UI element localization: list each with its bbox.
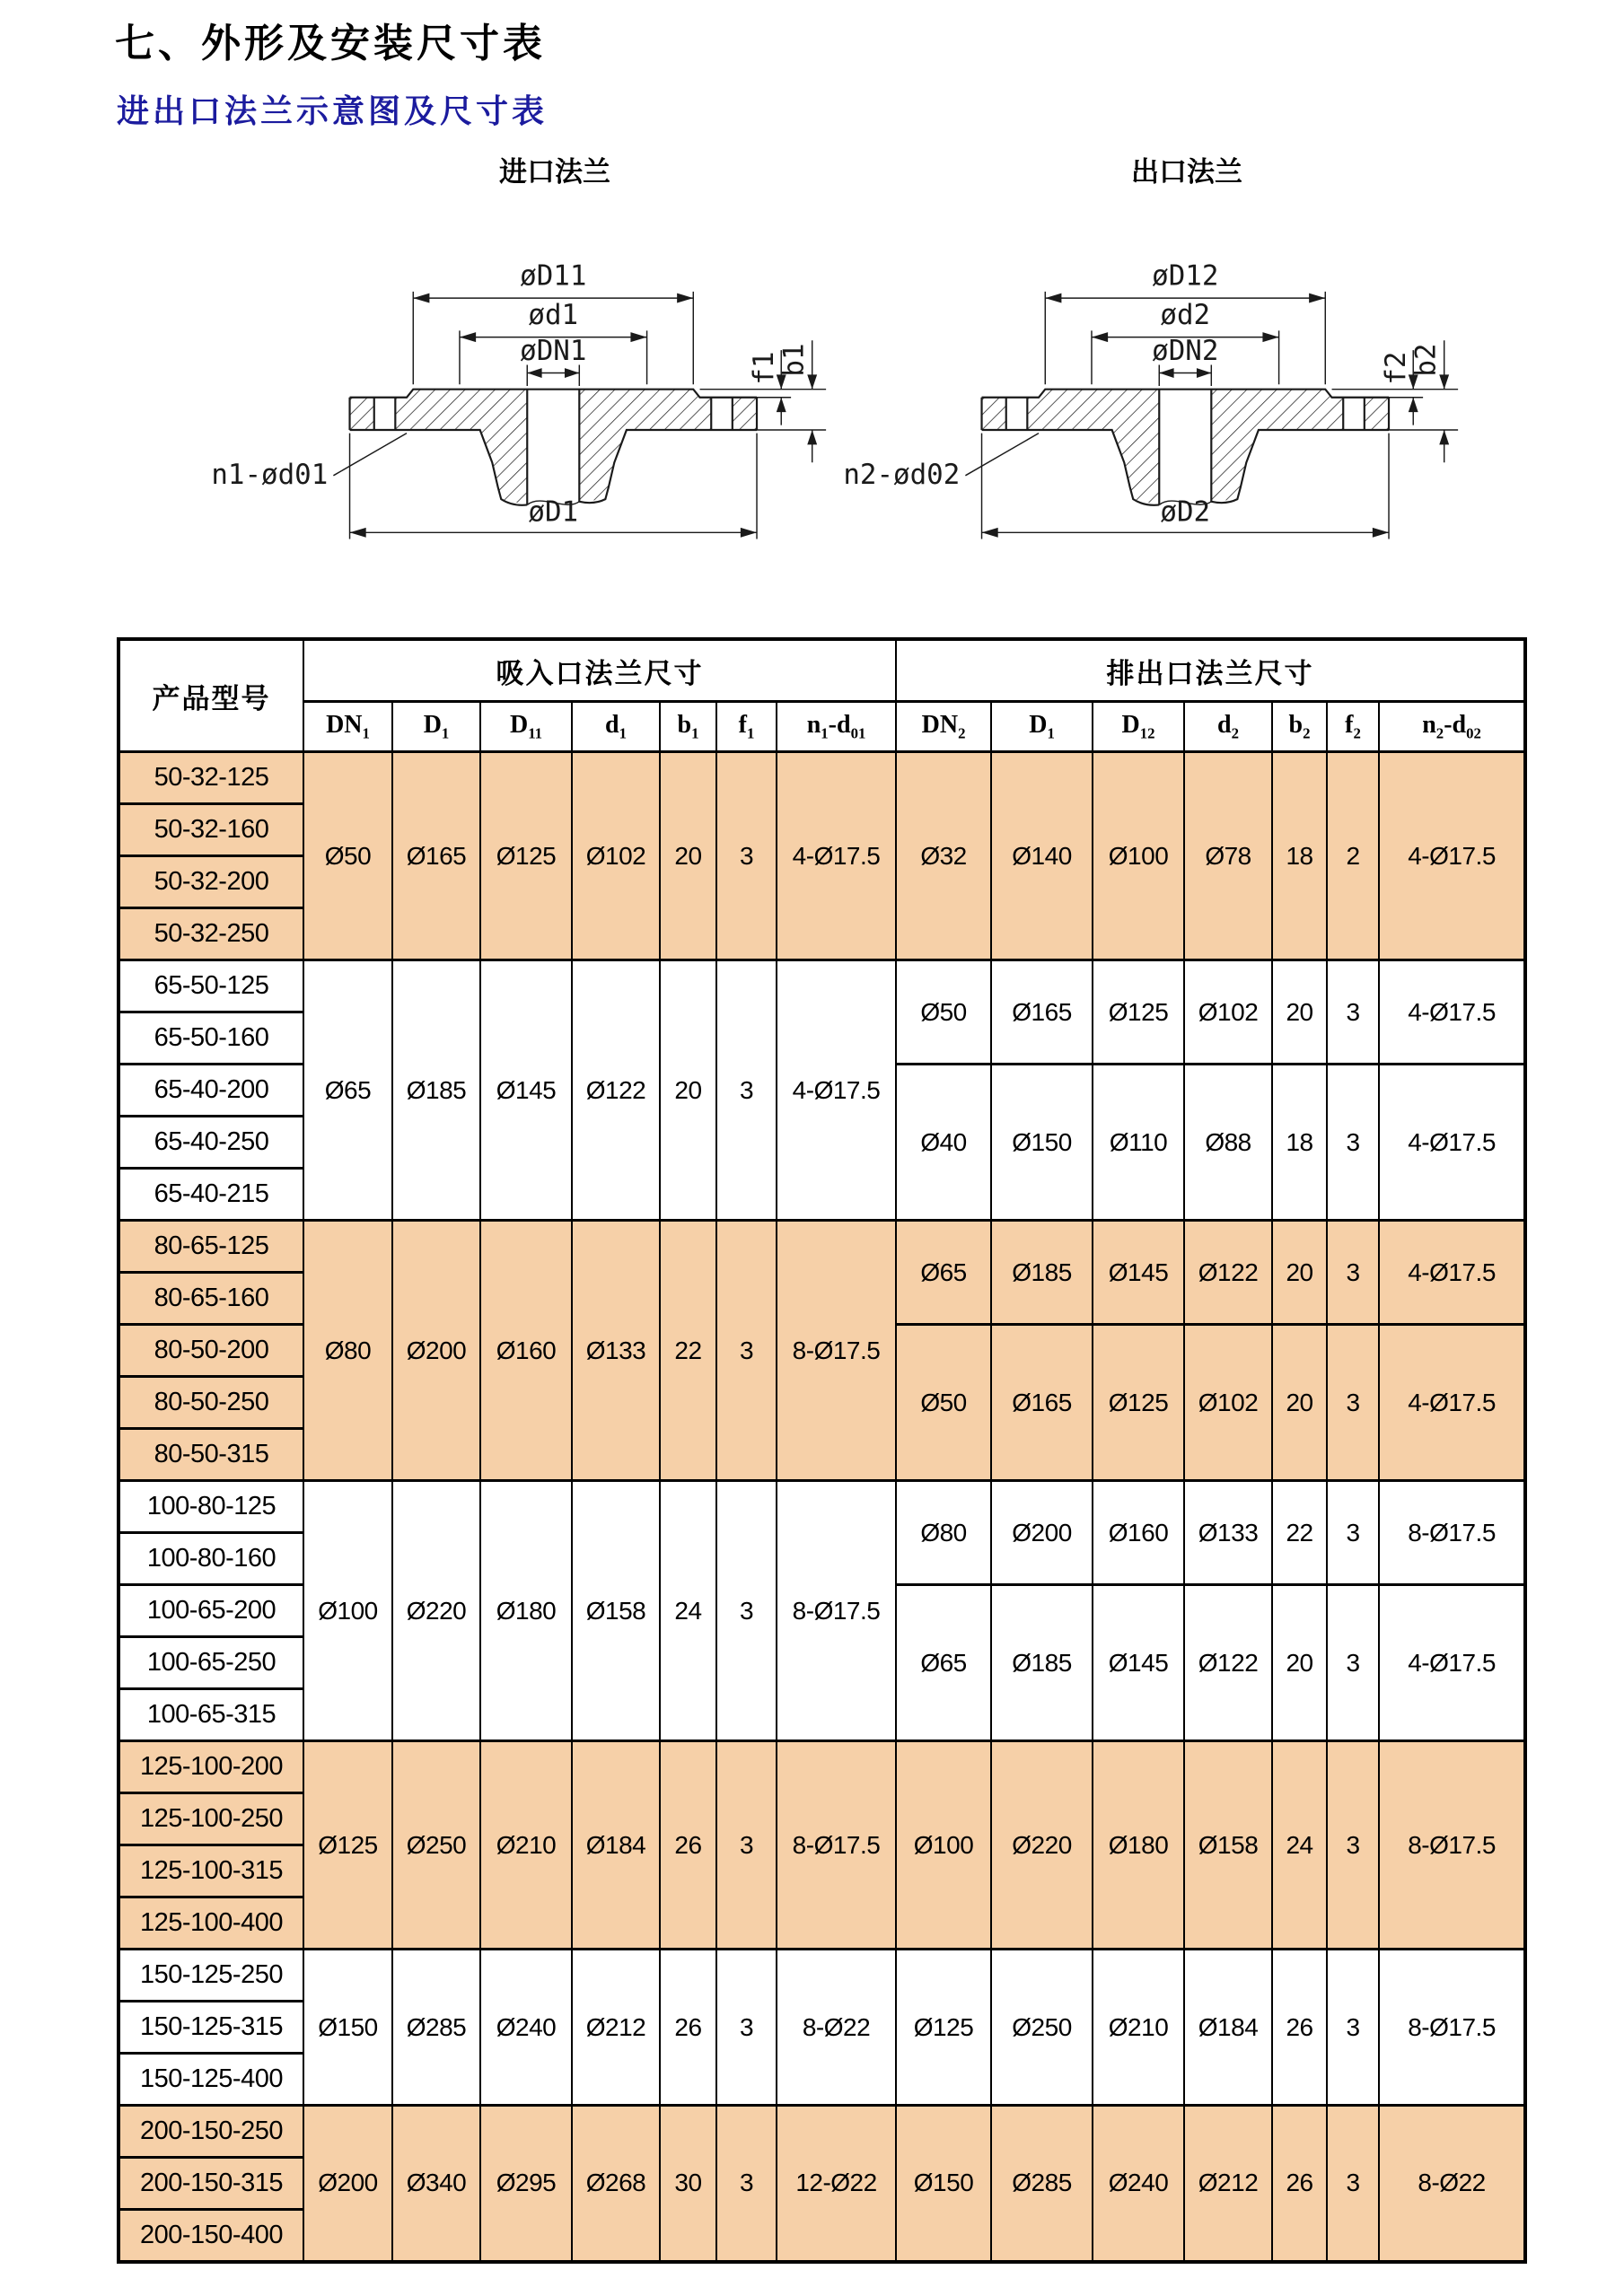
suction-value-g3-c1: Ø220: [392, 1481, 480, 1741]
product-model: 65-50-125: [119, 960, 303, 1012]
discharge-value-g2-s0-c6: 4-Ø17.5: [1379, 1221, 1525, 1325]
page-title: 七、外形及安装尺寸表: [115, 22, 546, 66]
suction-value-g4-c3: Ø184: [572, 1741, 660, 1950]
inlet-body-left-section: [395, 390, 527, 505]
discharge-value-g1-s0-c2: Ø125: [1093, 960, 1184, 1065]
suction-value-g2-c4: 22: [660, 1221, 716, 1481]
product-model: 125-100-315: [119, 1845, 303, 1897]
discharge-value-g3-s1-c2: Ø145: [1093, 1585, 1184, 1741]
discharge-value-g2-s1-c5: 3: [1327, 1325, 1379, 1481]
discharge-value-g4-s0-c4: 24: [1272, 1741, 1327, 1950]
page-subtitle: 进出口法兰示意图及尺寸表: [117, 92, 549, 129]
suction-flange-header: 吸入口法兰尺寸: [303, 639, 896, 702]
suction-value-g2-c2: Ø160: [480, 1221, 572, 1481]
product-model: 125-100-200: [119, 1741, 303, 1793]
product-model-header: 产品型号: [119, 639, 303, 752]
suction-value-g6-c4: 30: [660, 2106, 716, 2262]
col-symbol-header-8: $D_1$: [991, 702, 1093, 752]
col-symbol-header-7: $DN_2$: [896, 702, 991, 752]
product-model: 150-125-400: [119, 2054, 303, 2106]
discharge-value-g2-s1-c1: Ø165: [991, 1325, 1093, 1481]
suction-value-g5-c2: Ø240: [480, 1950, 572, 2106]
suction-value-g2-c3: Ø133: [572, 1221, 660, 1481]
outlet-body-left-section: [1027, 390, 1159, 505]
outlet-dim-dn2-label: øDN2: [1152, 335, 1219, 368]
discharge-value-g6-s0-c4: 26: [1272, 2106, 1327, 2262]
inlet-bolt-holes-leader: [333, 434, 407, 476]
suction-value-g1-c4: 20: [660, 960, 716, 1221]
outlet-rim-right-section: [1365, 398, 1389, 430]
col-symbol-header-9: $D_{12}$: [1093, 702, 1184, 752]
discharge-value-g1-s1-c5: 3: [1327, 1065, 1379, 1221]
suction-value-g4-c0: Ø125: [303, 1741, 392, 1950]
col-symbol-header-12: $f_2$: [1327, 702, 1379, 752]
product-model: 65-40-200: [119, 1065, 303, 1117]
discharge-value-g5-s0-c4: 26: [1272, 1950, 1327, 2106]
discharge-value-g4-s0-c6: 8-Ø17.5: [1379, 1741, 1525, 1950]
outlet-rim-left-section: [982, 398, 1006, 430]
suction-value-g0-c0: Ø50: [303, 752, 392, 960]
suction-value-g3-c4: 24: [660, 1481, 716, 1741]
suction-value-g5-c4: 26: [660, 1950, 716, 2106]
suction-value-g5-c5: 3: [716, 1950, 777, 2106]
product-model: 100-80-125: [119, 1481, 303, 1533]
col-symbol-header-13: $n_2-d_{02}$: [1379, 702, 1525, 752]
suction-value-g0-c4: 20: [660, 752, 716, 960]
suction-value-g1-c2: Ø145: [480, 960, 572, 1221]
product-model: 100-65-200: [119, 1585, 303, 1637]
suction-value-g4-c2: Ø210: [480, 1741, 572, 1950]
suction-value-g1-c1: Ø185: [392, 960, 480, 1221]
discharge-value-g6-s0-c0: Ø150: [896, 2106, 991, 2262]
discharge-value-g2-s0-c4: 20: [1272, 1221, 1327, 1325]
inlet-flange-drawing: [211, 151, 830, 544]
discharge-value-g0-s0-c1: Ø140: [991, 752, 1093, 960]
discharge-value-g4-s0-c2: Ø180: [1093, 1741, 1184, 1950]
discharge-flange-header: 排出口法兰尺寸: [896, 639, 1525, 702]
product-model: 150-125-315: [119, 2002, 303, 2054]
inlet-flange-diagram: [211, 194, 830, 544]
outlet-bolt-holes-leader: [965, 434, 1039, 476]
outlet-dim-b2-label: b2: [1409, 343, 1443, 377]
suction-value-g2-c1: Ø200: [392, 1221, 480, 1481]
inlet-dim-d1-label: ød1: [528, 299, 579, 332]
discharge-value-g0-s0-c0: Ø32: [896, 752, 991, 960]
product-model: 80-65-160: [119, 1273, 303, 1325]
product-model: 100-80-160: [119, 1533, 303, 1585]
col-symbol-header-4: $b_1$: [660, 702, 716, 752]
outlet-flange-diagram: [843, 194, 1462, 544]
suction-value-g2-c0: Ø80: [303, 1221, 392, 1481]
discharge-value-g5-s0-c0: Ø125: [896, 1950, 991, 2106]
discharge-value-g6-s0-c1: Ø285: [991, 2106, 1093, 2262]
product-model: 50-32-250: [119, 908, 303, 960]
col-symbol-header-1: $D_1$: [392, 702, 480, 752]
product-model: 150-125-250: [119, 1950, 303, 2002]
product-model: 65-40-250: [119, 1117, 303, 1169]
product-model: 50-32-125: [119, 752, 303, 804]
discharge-value-g2-s0-c5: 3: [1327, 1221, 1379, 1325]
suction-value-g2-c6: 8-Ø17.5: [777, 1221, 896, 1481]
product-model: 125-100-400: [119, 1897, 303, 1950]
inlet-bolt-holes-label: n1-ød01: [211, 458, 329, 491]
discharge-value-g5-s0-c6: 8-Ø17.5: [1379, 1950, 1525, 2106]
discharge-value-g2-s0-c2: Ø145: [1093, 1221, 1184, 1325]
discharge-value-g1-s0-c3: Ø102: [1184, 960, 1272, 1065]
outlet-flange-drawing: [843, 151, 1462, 544]
suction-value-g0-c1: Ø165: [392, 752, 480, 960]
suction-value-g5-c3: Ø212: [572, 1950, 660, 2106]
flange-dimension-table: [117, 637, 1527, 2264]
outlet-body-right-section: [1211, 390, 1343, 502]
discharge-value-g3-s0-c3: Ø133: [1184, 1481, 1272, 1585]
discharge-value-g3-s0-c6: 8-Ø17.5: [1379, 1481, 1525, 1585]
suction-value-g1-c3: Ø122: [572, 960, 660, 1221]
discharge-value-g3-s1-c5: 3: [1327, 1585, 1379, 1741]
discharge-value-g6-s0-c6: 8-Ø22: [1379, 2106, 1525, 2262]
suction-value-g1-c5: 3: [716, 960, 777, 1221]
outlet-dim-flange-dia-label: øD2: [1160, 495, 1211, 529]
product-model: 80-50-250: [119, 1377, 303, 1429]
discharge-value-g1-s0-c4: 20: [1272, 960, 1327, 1065]
inlet-dim-flange-dia-label: øD1: [528, 495, 579, 529]
discharge-value-g1-s0-c1: Ø165: [991, 960, 1093, 1065]
outlet-dim-d12-label: øD12: [1152, 259, 1219, 293]
inlet-dim-dn1-label: øDN1: [520, 335, 587, 368]
discharge-value-g4-s0-c5: 3: [1327, 1741, 1379, 1950]
discharge-value-g0-s0-c5: 2: [1327, 752, 1379, 960]
outlet-bolt-holes-label: n2-ød02: [843, 458, 961, 491]
discharge-value-g2-s1-c6: 4-Ø17.5: [1379, 1325, 1525, 1481]
col-symbol-header-2: $D_{11}$: [480, 702, 572, 752]
suction-value-g3-c0: Ø100: [303, 1481, 392, 1741]
suction-value-g1-c0: Ø65: [303, 960, 392, 1221]
suction-value-g0-c3: Ø102: [572, 752, 660, 960]
suction-value-g5-c1: Ø285: [392, 1950, 480, 2106]
suction-value-g6-c2: Ø295: [480, 2106, 572, 2262]
outlet-dim-f2-label: f2: [1380, 351, 1413, 385]
suction-value-g3-c5: 3: [716, 1481, 777, 1741]
discharge-value-g3-s0-c1: Ø200: [991, 1481, 1093, 1585]
suction-value-g6-c5: 3: [716, 2106, 777, 2262]
suction-value-g6-c1: Ø340: [392, 2106, 480, 2262]
suction-value-g0-c5: 3: [716, 752, 777, 960]
suction-value-g0-c6: 4-Ø17.5: [777, 752, 896, 960]
outlet-dim-d2-label: ød2: [1160, 299, 1211, 332]
discharge-value-g0-s0-c2: Ø100: [1093, 752, 1184, 960]
suction-value-g4-c5: 3: [716, 1741, 777, 1950]
discharge-value-g2-s0-c0: Ø65: [896, 1221, 991, 1325]
col-symbol-header-11: $b_2$: [1272, 702, 1327, 752]
discharge-value-g3-s1-c0: Ø65: [896, 1585, 991, 1741]
discharge-value-g3-s1-c1: Ø185: [991, 1585, 1093, 1741]
discharge-value-g1-s1-c4: 18: [1272, 1065, 1327, 1221]
col-symbol-header-5: $f_1$: [716, 702, 777, 752]
discharge-value-g2-s1-c2: Ø125: [1093, 1325, 1184, 1481]
product-model: 80-50-200: [119, 1325, 303, 1377]
discharge-value-g2-s0-c1: Ø185: [991, 1221, 1093, 1325]
discharge-value-g2-s1-c3: Ø102: [1184, 1325, 1272, 1481]
col-symbol-header-0: $DN_1$: [303, 702, 392, 752]
col-symbol-header-6: $n_1-d_{01}$: [777, 702, 896, 752]
discharge-value-g0-s0-c3: Ø78: [1184, 752, 1272, 960]
discharge-value-g4-s0-c0: Ø100: [896, 1741, 991, 1950]
discharge-value-g1-s1-c1: Ø150: [991, 1065, 1093, 1221]
discharge-value-g3-s0-c2: Ø160: [1093, 1481, 1184, 1585]
discharge-value-g6-s0-c2: Ø240: [1093, 2106, 1184, 2262]
discharge-value-g3-s0-c4: 22: [1272, 1481, 1327, 1585]
discharge-value-g3-s0-c5: 3: [1327, 1481, 1379, 1585]
discharge-value-g6-s0-c5: 3: [1327, 2106, 1379, 2262]
suction-value-g6-c6: 12-Ø22: [777, 2106, 896, 2262]
discharge-value-g5-s0-c2: Ø210: [1093, 1950, 1184, 2106]
discharge-value-g1-s1-c2: Ø110: [1093, 1065, 1184, 1221]
inlet-rim-left-section: [350, 398, 374, 430]
discharge-value-g2-s1-c4: 20: [1272, 1325, 1327, 1481]
discharge-value-g4-s0-c3: Ø158: [1184, 1741, 1272, 1950]
product-model: 50-32-160: [119, 804, 303, 856]
inlet-dim-d11-label: øD11: [520, 259, 587, 293]
discharge-value-g5-s0-c1: Ø250: [991, 1950, 1093, 2106]
discharge-value-g1-s0-c5: 3: [1327, 960, 1379, 1065]
product-model: 200-150-400: [119, 2210, 303, 2262]
product-model: 125-100-250: [119, 1793, 303, 1845]
discharge-value-g3-s0-c0: Ø80: [896, 1481, 991, 1585]
suction-value-g6-c3: Ø268: [572, 2106, 660, 2262]
discharge-value-g0-s0-c6: 4-Ø17.5: [1379, 752, 1525, 960]
discharge-value-g3-s1-c4: 20: [1272, 1585, 1327, 1741]
product-model: 80-65-125: [119, 1221, 303, 1273]
discharge-value-g1-s1-c6: 4-Ø17.5: [1379, 1065, 1525, 1221]
discharge-value-g3-s1-c3: Ø122: [1184, 1585, 1272, 1741]
product-model: 200-150-250: [119, 2106, 303, 2158]
discharge-value-g0-s0-c4: 18: [1272, 752, 1327, 960]
product-model: 80-50-315: [119, 1429, 303, 1481]
suction-value-g5-c6: 8-Ø22: [777, 1950, 896, 2106]
col-symbol-header-3: $d_1$: [572, 702, 660, 752]
discharge-value-g6-s0-c3: Ø212: [1184, 2106, 1272, 2262]
col-symbol-header-10: $d_2$: [1184, 702, 1272, 752]
discharge-value-g5-s0-c5: 3: [1327, 1950, 1379, 2106]
suction-value-g4-c4: 26: [660, 1741, 716, 1950]
discharge-value-g1-s0-c6: 4-Ø17.5: [1379, 960, 1525, 1065]
suction-value-g3-c2: Ø180: [480, 1481, 572, 1741]
suction-value-g3-c6: 8-Ø17.5: [777, 1481, 896, 1741]
product-model: 50-32-200: [119, 856, 303, 908]
suction-value-g5-c0: Ø150: [303, 1950, 392, 2106]
suction-value-g1-c6: 4-Ø17.5: [777, 960, 896, 1221]
discharge-value-g1-s0-c0: Ø50: [896, 960, 991, 1065]
suction-value-g4-c1: Ø250: [392, 1741, 480, 1950]
discharge-value-g1-s1-c0: Ø40: [896, 1065, 991, 1221]
inlet-flange-title: 进口法兰: [499, 156, 610, 188]
discharge-value-g2-s1-c0: Ø50: [896, 1325, 991, 1481]
suction-value-g0-c2: Ø125: [480, 752, 572, 960]
discharge-value-g1-s1-c3: Ø88: [1184, 1065, 1272, 1221]
inlet-dim-f1-label: f1: [748, 351, 781, 385]
product-model: 200-150-315: [119, 2158, 303, 2210]
suction-value-g2-c5: 3: [716, 1221, 777, 1481]
suction-value-g6-c0: Ø200: [303, 2106, 392, 2262]
discharge-value-g2-s0-c3: Ø122: [1184, 1221, 1272, 1325]
product-model: 100-65-250: [119, 1637, 303, 1689]
discharge-value-g4-s0-c1: Ø220: [991, 1741, 1093, 1950]
outlet-flange-title: 出口法兰: [1131, 156, 1242, 188]
product-model: 65-40-215: [119, 1169, 303, 1221]
discharge-value-g5-s0-c3: Ø184: [1184, 1950, 1272, 2106]
discharge-value-g3-s1-c6: 4-Ø17.5: [1379, 1585, 1525, 1741]
flange-drawings: [211, 151, 1462, 544]
inlet-dim-b1-label: b1: [777, 343, 811, 377]
suction-value-g4-c6: 8-Ø17.5: [777, 1741, 896, 1950]
suction-value-g3-c3: Ø158: [572, 1481, 660, 1741]
inlet-body-right-section: [579, 390, 711, 502]
inlet-rim-right-section: [733, 398, 757, 430]
product-model: 65-50-160: [119, 1012, 303, 1065]
product-model: 100-65-315: [119, 1689, 303, 1741]
